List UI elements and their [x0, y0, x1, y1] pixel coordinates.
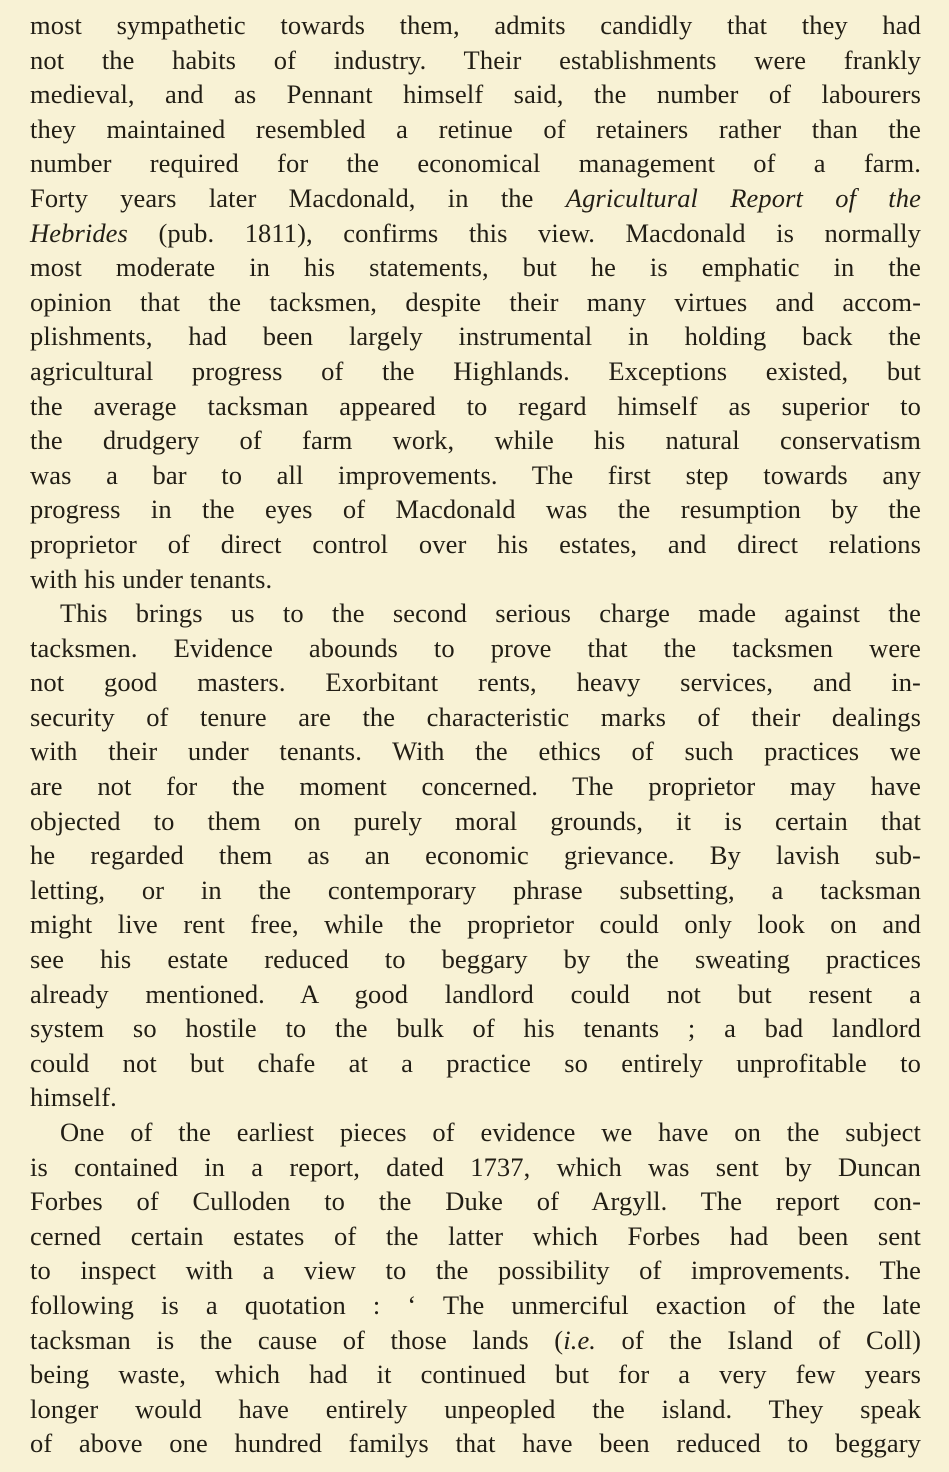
paragraph [30, 8, 921, 596]
text-segment: they maintained resembled a retinue of retainers rather than the [30, 113, 921, 144]
text-line [30, 1426, 921, 1461]
text-segment: objected to them on purely moral grounds, it is certain that [30, 805, 921, 836]
text-line [30, 250, 921, 285]
text-segment: being waste, which had it continued but for a very few years [30, 1359, 921, 1390]
text-line [30, 838, 921, 873]
text-line [30, 1150, 921, 1185]
text-segment: might live rent free, while the proprietor could only look on and [30, 909, 921, 940]
paragraph [30, 596, 921, 1115]
text-segment: most moderate in his statements, but he is emphatic in the [30, 252, 921, 283]
text-segment: longer would have entirely unpeopled the island. They speak [30, 1393, 921, 1424]
text-line [30, 112, 921, 147]
text-line [30, 77, 921, 112]
text-segment: most sympathetic towards them, admits candidly that they had [30, 10, 921, 40]
text-line [30, 596, 921, 631]
text-line [30, 354, 921, 389]
text-line [30, 977, 921, 1012]
text-line [30, 285, 921, 320]
text-line [30, 1115, 921, 1150]
page-text [30, 8, 921, 1461]
italic-text: Hebrides [30, 217, 128, 248]
text-segment: was a bar to all improvements. The first step towards any [30, 459, 921, 490]
text-segment: of above one hundred familys that have been reduced to beggary [30, 1428, 921, 1459]
text-line [30, 562, 921, 597]
text-segment: he regarded them as an economic grievance. By lavish sub- [30, 840, 921, 871]
text-segment: following is a quotation : ‘ The unmerciful exaction of the late [30, 1289, 921, 1320]
text-segment: of the Island of Coll) [596, 1324, 922, 1355]
text-line [30, 942, 921, 977]
text-line [30, 216, 921, 251]
text-line [30, 1219, 921, 1254]
text-line [30, 1080, 921, 1115]
text-line [30, 734, 921, 769]
text-segment: opinion that the tacksmen, despite their many virtues and accom- [30, 286, 921, 317]
text-line [30, 665, 921, 700]
text-segment: could not but chafe at a practice so entirely unprofitable to [30, 1047, 921, 1078]
text-segment: the drudgery of farm work, while his natural conservatism [30, 425, 921, 456]
text-segment: not good masters. Exorbitant rents, heavy services, and in- [30, 667, 921, 698]
text-segment: One of the earliest pieces of evidence we have on the subject [60, 1117, 921, 1147]
text-segment: security of tenure are the characteristic marks of their dealings [30, 701, 921, 732]
text-segment: are not for the moment concerned. The proprietor may have [30, 771, 921, 802]
text-line [30, 458, 921, 493]
text-line [30, 1323, 921, 1358]
text-line [30, 181, 921, 216]
text-segment: proprietor of direct control over his estates, and direct relations [30, 528, 921, 559]
text-segment: system so hostile to the bulk of his tenants ; a bad landlord [30, 1013, 921, 1044]
text-segment: the average tacksman appeared to regard himself as superior to [30, 390, 921, 421]
text-line [30, 1253, 921, 1288]
text-line [30, 8, 921, 43]
text-segment: with his under tenants. [30, 563, 273, 594]
text-line [30, 1392, 921, 1427]
text-line [30, 43, 921, 78]
text-segment: tacksman is the cause of those lands ( [30, 1324, 564, 1355]
text-line [30, 700, 921, 735]
text-line [30, 1357, 921, 1392]
paragraph [30, 1115, 921, 1461]
text-segment: letting, or in the contemporary phrase subsetting, a tacksman [30, 874, 921, 905]
text-segment: already mentioned. A good landlord could not but resent a [30, 978, 921, 1009]
text-line [30, 907, 921, 942]
text-segment: tacksmen. Evidence abounds to prove that the tacksmen were [30, 632, 921, 663]
text-line [30, 423, 921, 458]
text-line [30, 873, 921, 908]
text-segment: plishments, had been largely instrumental in holding back the [30, 321, 921, 352]
text-segment: Forbes of Culloden to the Duke of Argyll. The report con- [30, 1186, 921, 1217]
text-line [30, 146, 921, 181]
text-line [30, 492, 921, 527]
text-line [30, 1046, 921, 1081]
text-line [30, 631, 921, 666]
text-line [30, 1288, 921, 1323]
text-segment: (pub. 1811), confirms this view. Macdonald is normally [127, 217, 921, 248]
text-segment: medieval, and as Pennant himself said, the number of labourers [30, 79, 921, 110]
text-line [30, 769, 921, 804]
text-segment: see his estate reduced to beggary by the sweating practices [30, 944, 921, 975]
text-line [30, 1011, 921, 1046]
text-segment: himself. [30, 1082, 117, 1113]
text-segment: cerned certain estates of the latter which Forbes had been sent [30, 1220, 921, 1251]
text-line [30, 389, 921, 424]
text-segment: to inspect with a view to the possibility of improvements. The [30, 1255, 921, 1286]
text-segment: progress in the eyes of Macdonald was the resumption by the [30, 494, 921, 525]
text-line [30, 804, 921, 839]
text-segment: not the habits of industry. Their establishments were frankly [30, 44, 921, 75]
text-line [30, 319, 921, 354]
text-segment: This brings us to the second serious charge made against the [60, 598, 921, 629]
text-segment: number required for the economical management of a farm. [30, 148, 921, 179]
text-segment: agricultural progress of the Highlands. Exceptions existed, but [30, 355, 921, 386]
text-line [30, 1184, 921, 1219]
text-line [30, 527, 921, 562]
italic-text: i.e. [563, 1324, 597, 1355]
italic-text: Agricultural Report of the [565, 182, 921, 213]
text-segment: with their under tenants. With the ethics of such practices we [30, 736, 921, 767]
text-segment: Forty years later Macdonald, in the [30, 182, 566, 213]
text-segment: is contained in a report, dated 1737, which was sent by Duncan [30, 1151, 921, 1182]
